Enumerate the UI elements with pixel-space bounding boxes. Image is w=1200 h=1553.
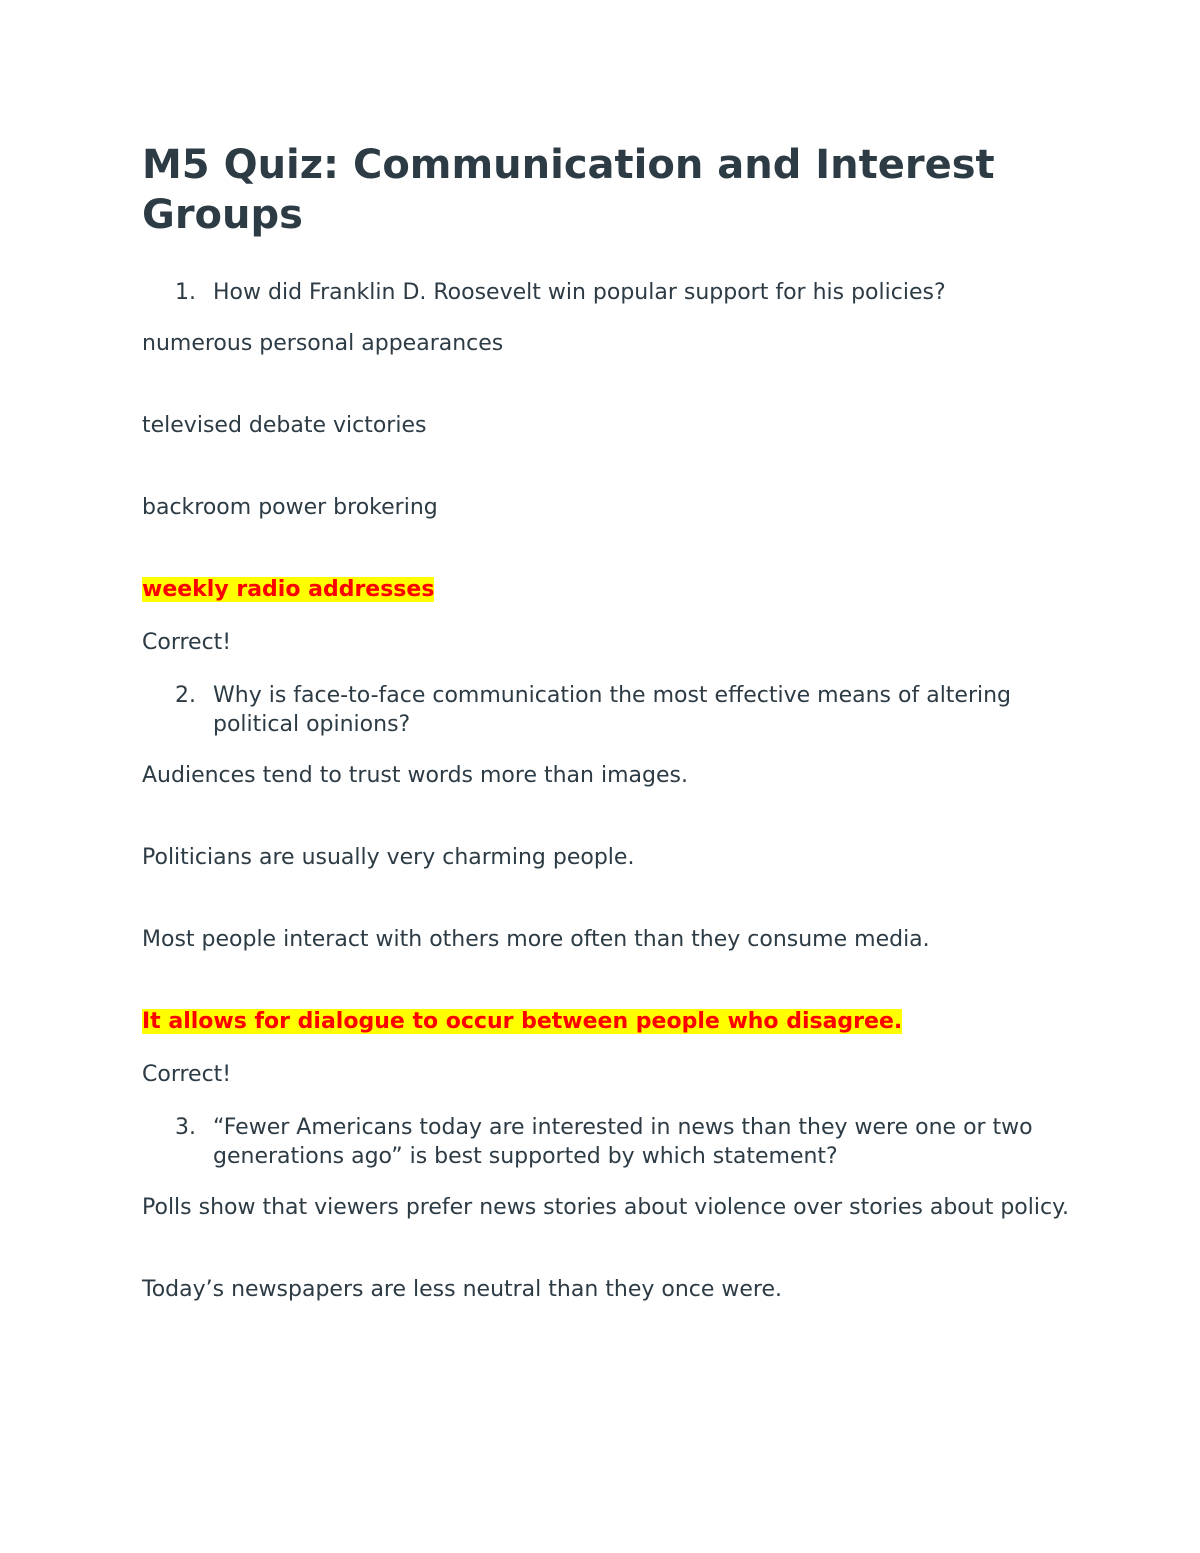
question-number: 1. [175, 280, 196, 305]
page-title: M5 Quiz: Communication and Interest Groups [142, 142, 995, 238]
answer-option: Audiences tend to trust words more than images. [142, 763, 688, 788]
question-2 [142, 681, 1072, 739]
document-page [142, 140, 1072, 1357]
question-number: 2. [175, 683, 196, 708]
answer-option: televised debate victories [142, 413, 427, 438]
answer-option: Today’s newspapers are less neutral than they once were. [142, 1277, 783, 1302]
answer-option: Most people interact with others more often than they consume media. [142, 927, 930, 952]
answer-option: backroom power brokering [142, 495, 438, 520]
correct-answer [142, 575, 1072, 604]
correct-answer [142, 1007, 1072, 1036]
question-1 [142, 278, 1072, 307]
question-text: Why is face-to-face communication the most effective means of altering political opinions? [213, 683, 1012, 737]
feedback-text: Correct! [142, 630, 232, 655]
answer-option: numerous personal appearances [142, 331, 504, 356]
question-number: 3. [175, 1115, 196, 1140]
answer-option: Polls show that viewers prefer news stories about violence over stories about policy. [142, 1195, 1069, 1220]
question-text: “Fewer Americans today are interested in news than they were one or two generations ago” is best supported by which statement? [213, 1115, 1033, 1169]
feedback-text: Correct! [142, 1062, 232, 1087]
question-text: How did Franklin D. Roosevelt win popular support for his policies? [213, 280, 946, 305]
question-3 [142, 1113, 1072, 1171]
answer-option: Politicians are usually very charming people. [142, 845, 635, 870]
correct-answer-highlight: weekly radio addresses [142, 577, 435, 602]
correct-answer-highlight: It allows for dialogue to occur between people who disagree. [142, 1009, 903, 1034]
